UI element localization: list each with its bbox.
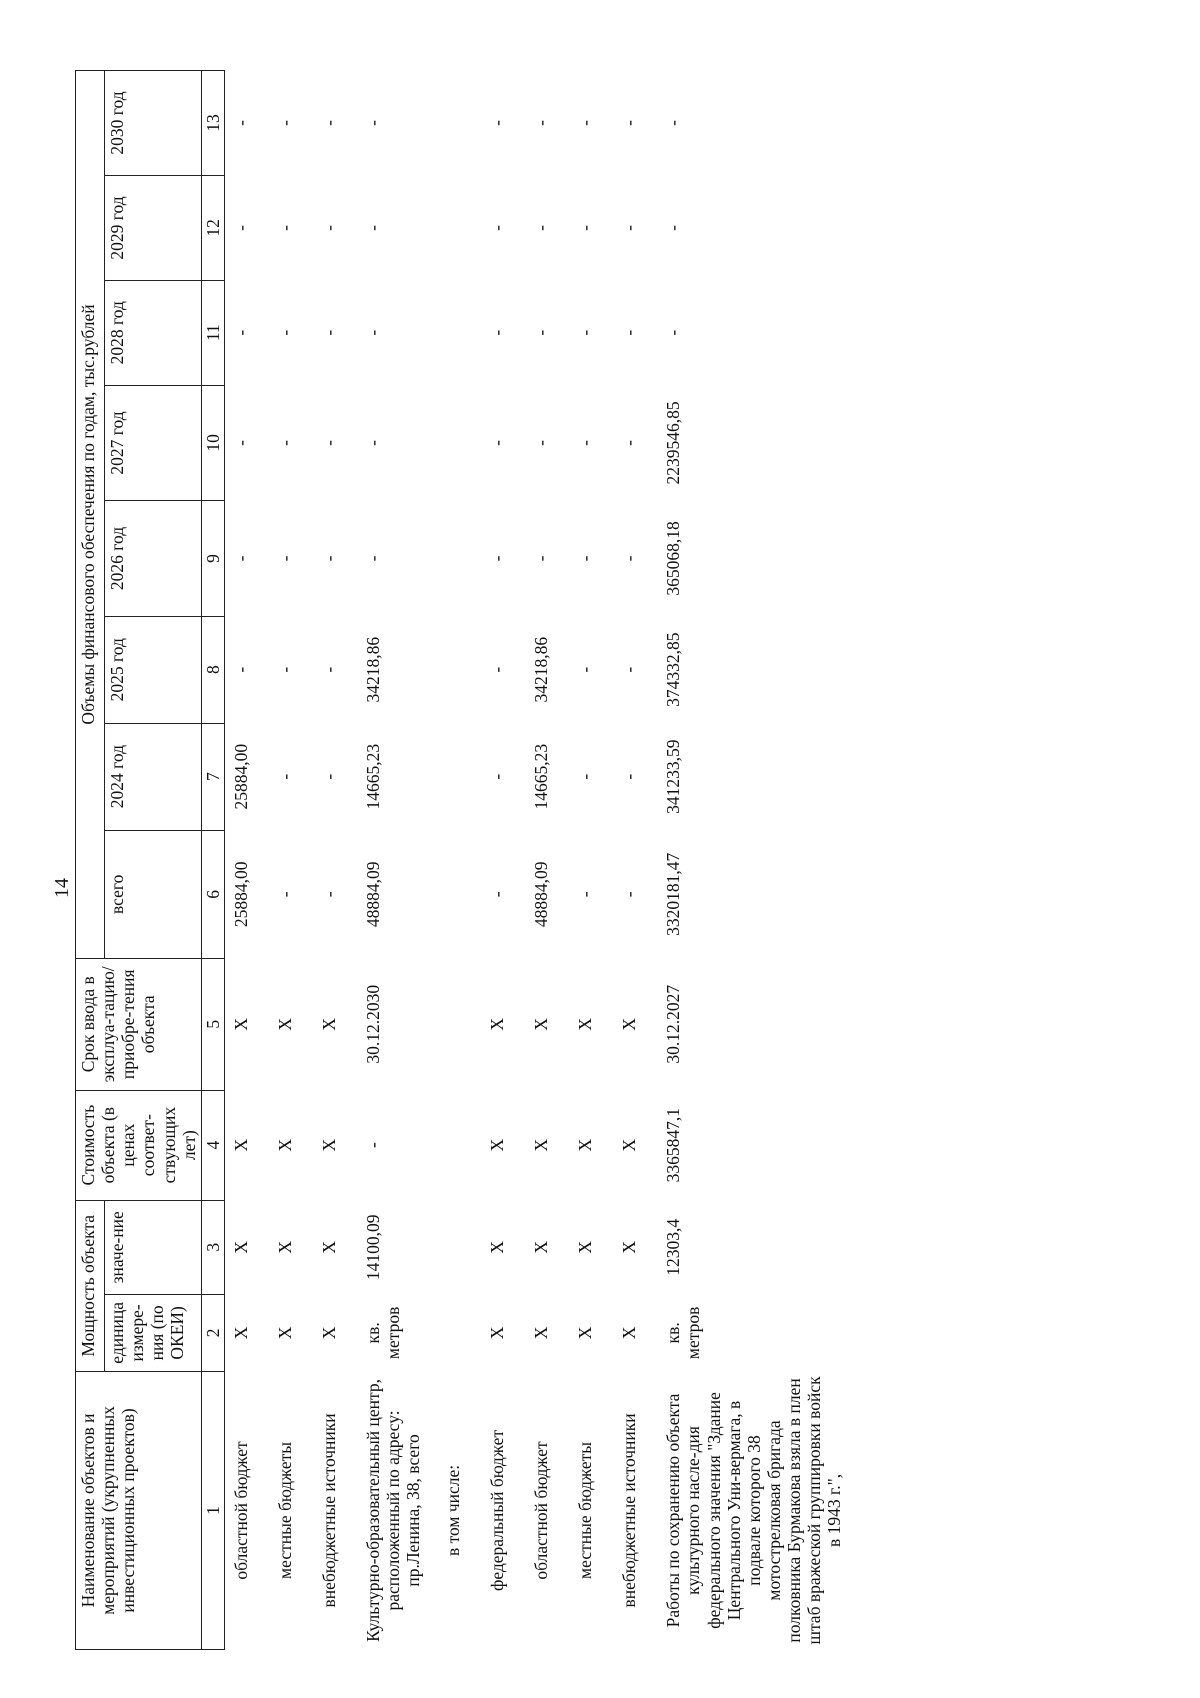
header-year-2028: 2028 год [104,280,201,385]
row-2025-cell [437,616,481,723]
row-2027-cell: - [274,440,295,446]
row-term-cell: Х [575,1017,596,1031]
row-name-cell: Работы по сохранению объекта культурного насле-дия федерального значения "Здание Центрального Уни-вермага, в подвале которого 38 мотострелковая бригада полковника Бурмакова взяла в плен штаб вражеской группировки войск в 1943 г.", [663,1376,845,1645]
row-cost-cell: 3365847,1 [663,1107,684,1183]
row-name-cell: областной бюджет [230,1441,251,1580]
row-term-cell [437,958,481,1090]
row-2026-cell: - [230,555,251,562]
row-2026-cell: - [274,555,295,562]
row-2027-cell: - [487,440,508,446]
row-2024-cell [437,723,481,830]
row-2024-cell: - [318,773,339,780]
row-name-cell: областной бюджет [531,1441,552,1580]
table-row [437,71,481,1650]
row-name-cell: внебюджетные источники [318,1413,339,1608]
row-2026-cell: - [487,555,508,562]
row-2025-cell: 34218,86 [362,636,383,703]
row-cost-cell: Х [531,1138,552,1152]
row-2028-cell: - [487,329,508,336]
row-2028-cell: - [318,329,339,336]
row-total-cell [437,830,481,958]
row-2025-cell: - [487,666,508,673]
row-2030-cell: - [663,120,684,126]
row-2030-cell: - [487,120,508,126]
header-name: Наименование объектов и мероприятий (укрупненных инвестиционных проектов) [76,1371,202,1649]
row-term-cell: Х [531,1017,552,1031]
row-unit-cell: Х [531,1326,552,1340]
row-unit-cell: Х [619,1326,640,1340]
row-cost-cell: Х [575,1138,596,1152]
row-value-cell: Х [619,1240,640,1254]
row-value-cell: Х [531,1240,552,1254]
header-value: значе-ние [104,1200,201,1294]
page-number-text: 14 [51,878,73,898]
table-row [569,71,613,1650]
row-2025-cell: - [575,666,596,673]
row-total-cell: 48884,09 [362,861,383,928]
row-unit-cell: Х [487,1326,508,1340]
row-2029-cell: - [487,225,508,231]
row-term-cell: 30.12.2030 [362,984,383,1064]
row-2028-cell: - [663,329,684,336]
investment-table [75,70,858,1650]
row-term-cell: Х [619,1017,640,1031]
row-2030-cell: - [575,120,596,126]
row-2030-cell: - [362,120,383,126]
table-row [269,71,313,1650]
row-total-cell: - [619,891,640,898]
row-unit-cell: Х [274,1326,295,1340]
row-2028-cell: - [531,329,552,336]
row-value-cell: Х [318,1240,339,1254]
row-2026-cell [437,501,481,617]
row-2029-cell: - [318,225,339,231]
row-term-cell: Х [318,1017,339,1031]
row-2026-cell: - [575,555,596,562]
row-total-cell: 3320181,47 [663,852,684,936]
row-unit-cell: кв. метров [362,1306,403,1360]
table-row [657,71,858,1650]
row-term-cell: Х [487,1017,508,1031]
row-2030-cell: - [230,120,251,126]
column-number: 2 [201,1294,224,1371]
row-2029-cell: - [274,225,295,231]
column-number: 1 [201,1371,224,1649]
column-number: 5 [201,958,224,1090]
row-2027-cell: 2239546,85 [663,401,684,485]
row-2029-cell: - [531,225,552,231]
row-2024-cell: 25884,00 [230,743,251,810]
header-year-2025: 2025 год [104,616,201,723]
row-name-cell: местные бюджеты [274,1441,295,1579]
row-2030-cell [437,71,481,176]
table-body [224,71,858,1650]
row-2025-cell: - [619,666,640,673]
header-unit: единица измере-ния (по ОКЕИ) [104,1294,201,1371]
row-unit-cell [437,1294,481,1371]
row-2029-cell: - [663,225,684,231]
column-number: 3 [201,1200,224,1294]
row-2026-cell: 365068,18 [663,521,684,596]
row-2028-cell: - [619,329,640,336]
column-number: 12 [201,176,224,281]
row-2025-cell: - [230,666,251,673]
table-row [357,71,437,1650]
header-year-2026: 2026 год [104,501,201,617]
row-2030-cell: - [619,120,640,126]
row-2026-cell: - [318,555,339,562]
row-cost-cell: - [362,1142,383,1149]
row-total-cell: - [575,891,596,898]
column-number: 8 [201,616,224,723]
row-2025-cell: - [318,666,339,673]
column-number: 4 [201,1090,224,1200]
header-capacity-group: Мощность объекта [76,1200,105,1371]
row-name-cell: федеральный бюджет [487,1429,508,1591]
row-value-cell: 14100,09 [362,1214,383,1281]
table-row [613,71,657,1650]
row-2029-cell [437,176,481,281]
column-number: 10 [201,385,224,501]
row-value-cell: 12303,4 [663,1218,684,1276]
column-number-row [201,71,224,1650]
table-row [525,71,569,1650]
header-year-2029: 2029 год [104,176,201,281]
row-cost-cell: Х [487,1138,508,1152]
header-year-2024: 2024 год [104,723,201,830]
row-2027-cell: - [575,440,596,446]
row-cost-cell [437,1090,481,1200]
row-total-cell: - [318,891,339,898]
page-number [50,868,74,908]
row-2026-cell: - [619,555,640,562]
column-number: 13 [201,71,224,176]
row-name-cell: местные бюджеты [575,1441,596,1579]
row-2028-cell [437,280,481,385]
row-2026-cell: - [362,555,383,562]
row-2024-cell: - [487,773,508,780]
header-financing-group: Объемы финансового обеспечения по годам, тыс.рублей [76,71,105,959]
table-row [224,71,269,1650]
row-value-cell: Х [274,1240,295,1254]
row-value-cell: Х [230,1240,251,1254]
row-name-cell: в том числе: [443,1464,464,1557]
row-2029-cell: - [575,225,596,231]
header-term: Срок ввода в эксплуа-тацию/ приобре-тения объекта [76,958,202,1090]
row-2028-cell: - [362,329,383,336]
row-2025-cell: 374332,85 [663,632,684,707]
row-2027-cell: - [619,440,640,446]
row-2029-cell: - [230,225,251,231]
row-2027-cell [437,385,481,501]
row-value-cell: Х [487,1240,508,1254]
row-2029-cell: - [619,225,640,231]
row-2027-cell: - [318,440,339,446]
row-2024-cell: 14665,23 [531,743,552,810]
header-total: всего [104,830,201,958]
row-cost-cell: Х [230,1138,251,1152]
row-2026-cell: - [531,555,552,562]
row-cost-cell: Х [619,1138,640,1152]
row-name-cell: Культурно-образовательный центр, расположенный по адресу: пр.Ленина, 38, всего [362,1379,424,1642]
row-term-cell: 30.12.2027 [663,984,684,1064]
row-unit-cell: Х [575,1326,596,1340]
table-row [481,71,525,1650]
header-year-2030: 2030 год [104,71,201,176]
row-2024-cell: 14665,23 [362,743,383,810]
row-2030-cell: - [531,120,552,126]
row-2024-cell: 341233,59 [663,739,684,814]
row-2027-cell: - [362,440,383,446]
column-number: 7 [201,723,224,830]
table-row [313,71,357,1650]
row-2024-cell: - [274,773,295,780]
row-2025-cell: - [274,666,295,673]
row-unit-cell: кв. метров [663,1306,704,1360]
row-cost-cell: Х [318,1138,339,1152]
header-year-2027: 2027 год [104,385,201,501]
row-value-cell: Х [575,1240,596,1254]
row-2027-cell: - [230,440,251,446]
row-total-cell: - [487,891,508,898]
row-total-cell: 25884,00 [230,861,251,928]
row-term-cell: Х [230,1017,251,1031]
row-term-cell: Х [274,1017,295,1031]
row-total-cell: - [274,891,295,898]
row-2024-cell: - [575,773,596,780]
row-2028-cell: - [230,329,251,336]
row-unit-cell: Х [318,1326,339,1340]
column-number: 6 [201,830,224,958]
row-cost-cell: Х [274,1138,295,1152]
row-2028-cell: - [575,329,596,336]
column-number: 9 [201,501,224,617]
row-2030-cell: - [318,120,339,126]
row-2025-cell: 34218,86 [531,636,552,703]
row-2029-cell: - [362,225,383,231]
row-2024-cell: - [619,773,640,780]
row-2027-cell: - [531,440,552,446]
row-value-cell [437,1200,481,1294]
row-total-cell: 48884,09 [531,861,552,928]
header-cost: Стоимость объекта (в ценах соответ-ствующих лет) [76,1090,202,1200]
row-name-cell: внебюджетные источники [619,1413,640,1608]
row-2030-cell: - [274,120,295,126]
column-number: 11 [201,280,224,385]
rotated-table-container [75,70,1155,1650]
row-2028-cell: - [274,329,295,336]
row-unit-cell: Х [230,1326,251,1340]
